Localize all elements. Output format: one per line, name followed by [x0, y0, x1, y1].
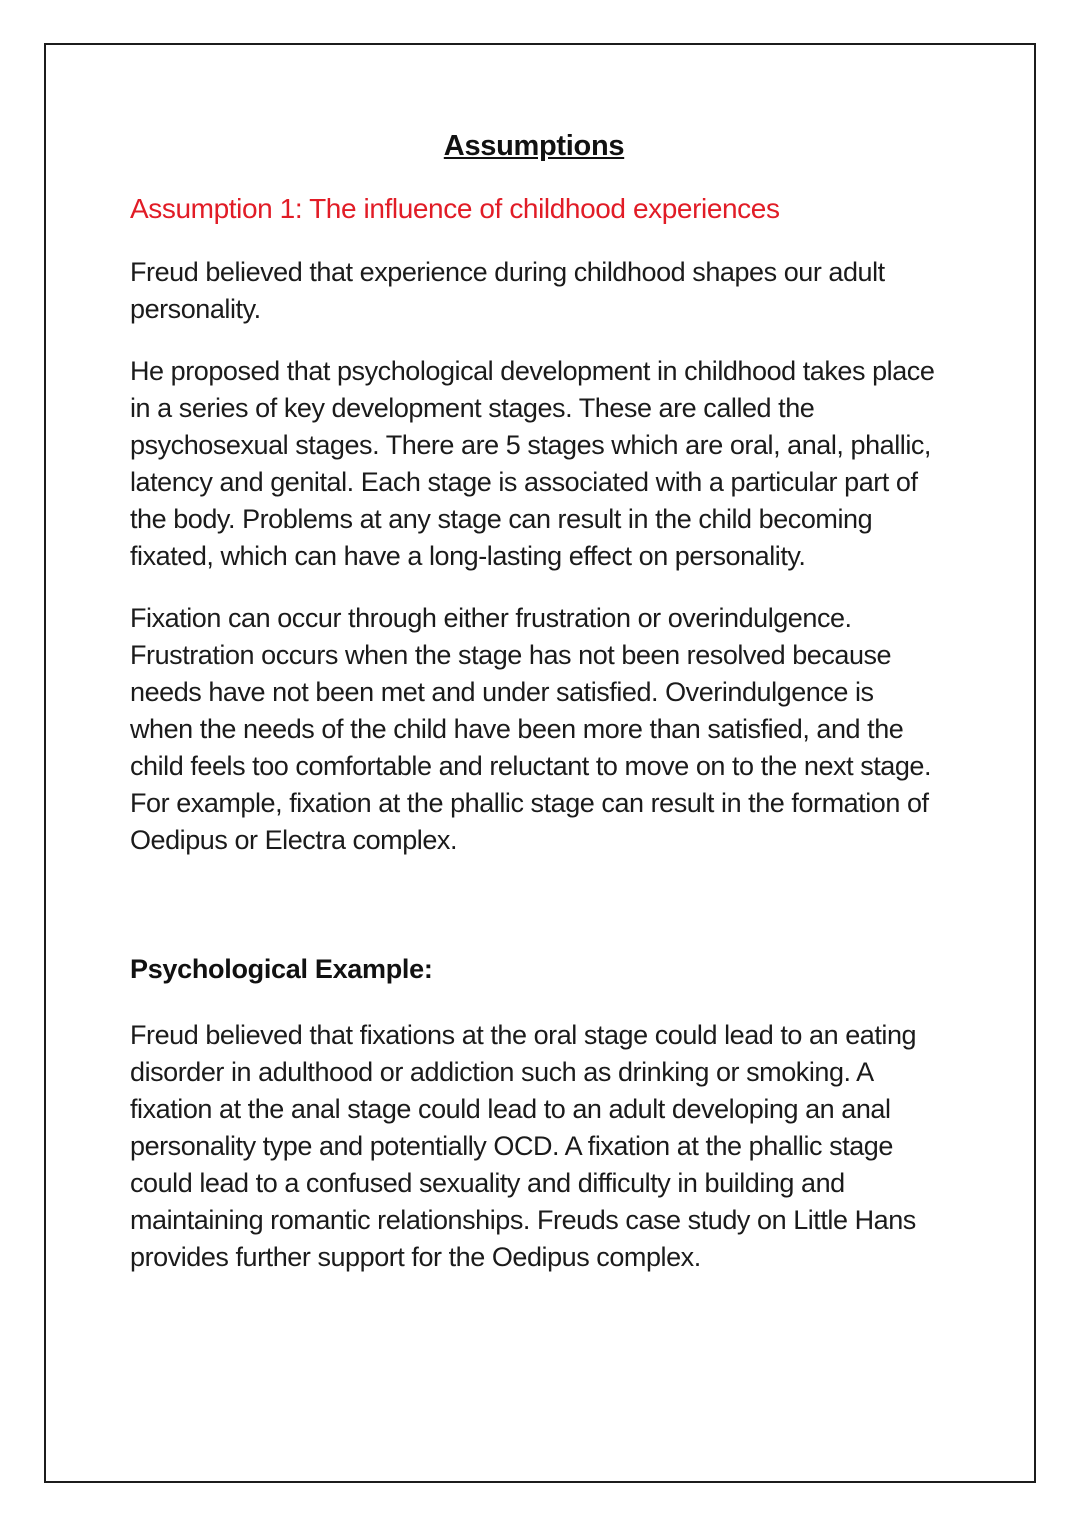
paragraph-fixation-causes: Fixation can occur through either frustration or overindulgence. Frustration occurs when the stage has not been resolved because needs have not been met and under satisfied. Overindulgence is when the needs of the child have been more than satisfied, and the child feels too comfortable and reluctant to move on to the next stage. For example, fixation at the phallic stage can result in the formation of Oedipus or Electra complex.	[130, 603, 932, 855]
psychological-example-heading: Psychological Example:	[130, 954, 433, 984]
assumption-1-heading: Assumption 1: The influence of childhood experiences	[130, 193, 780, 224]
paragraph-psychological-example: Freud believed that fixations at the oral stage could lead to an eating disorder in adulthood or addiction such as drinking or smoking. A fixation at the anal stage could lead to an adult developing an anal personality type and potentially OCD. A fixation at the phallic stage could lead to a confused sexuality and difficulty in building and maintaining romantic relationships. Freuds case study on Little Hans provides further support for the Oedipus complex.	[130, 1020, 917, 1272]
document-page	[130, 130, 938, 1301]
paragraph-childhood-shapes-personality: Freud believed that experience during childhood shapes our adult personality.	[130, 257, 885, 324]
paragraph-psychosexual-stages: He proposed that psychological development in childhood takes place in a series of key development stages. These are called the psychosexual stages. There are 5 stages which are oral, anal, phallic, latency and genital. Each stage is associated with a particular part of the body. Problems at any stage can result in the child becoming fixated, which can have a long-lasting effect on personality.	[130, 356, 935, 571]
page-title: Assumptions	[443, 130, 625, 162]
